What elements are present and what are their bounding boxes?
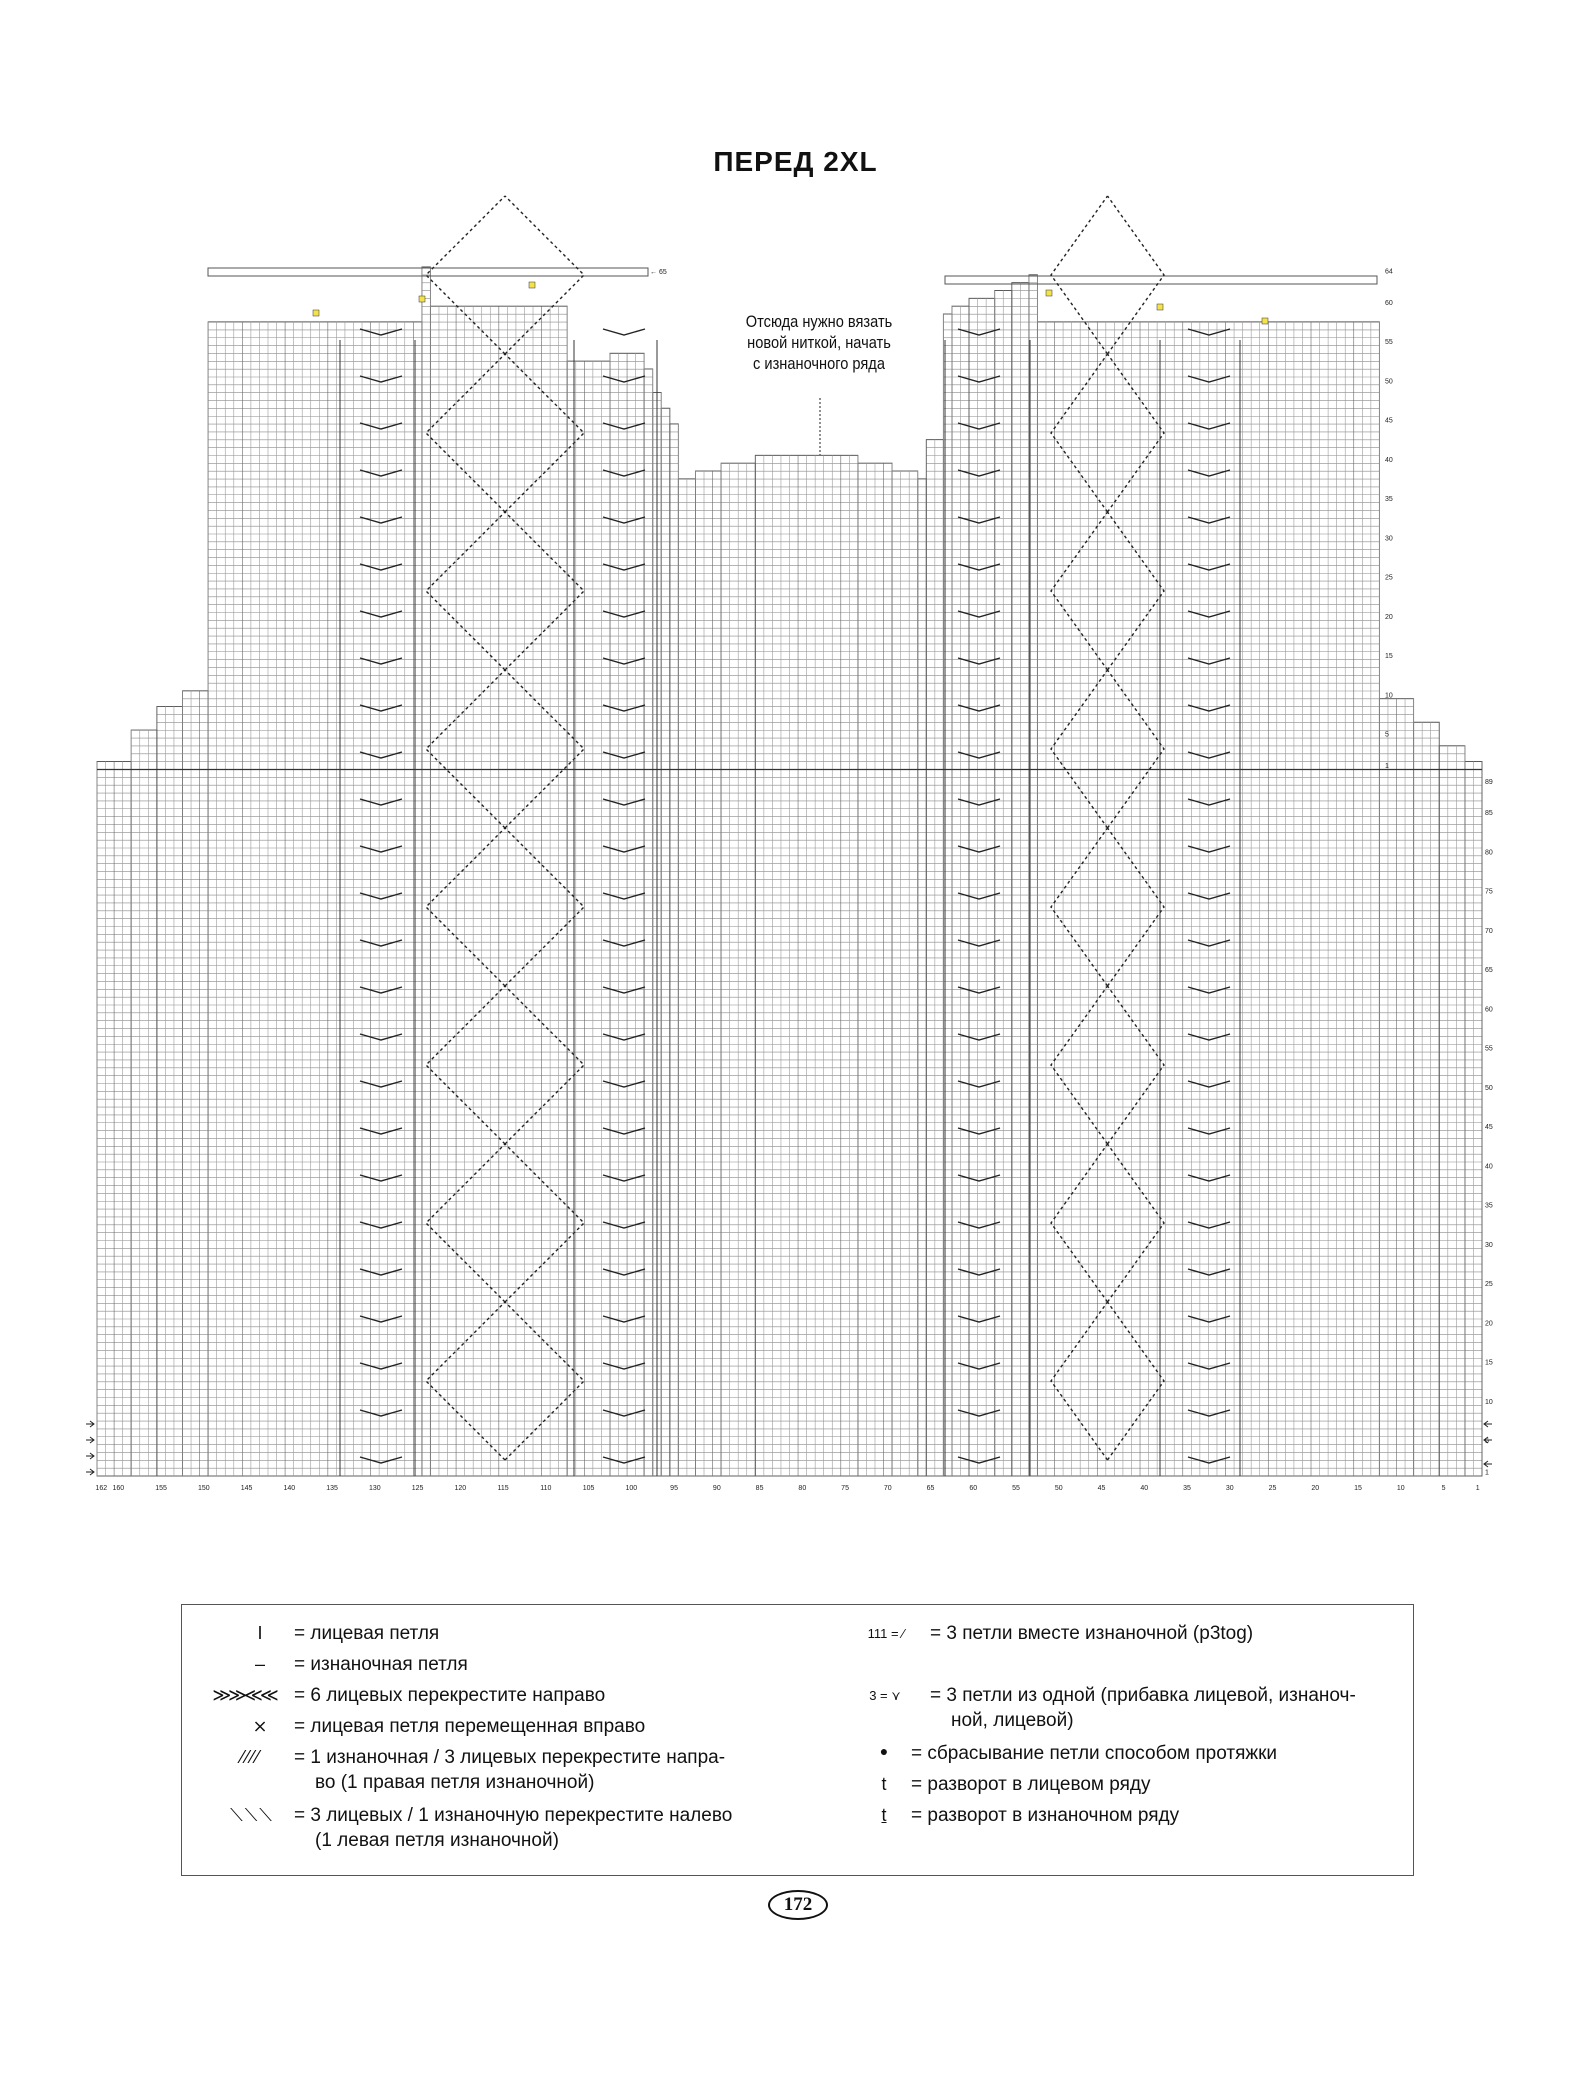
right-axis-row-label: 55 [1485, 1045, 1493, 1053]
legend-turn-ws: = разворот в изнаночном ряду [911, 1805, 1180, 1826]
cable-6-right-mark [360, 658, 402, 664]
increase-3-icon: 3 = ⋎ [869, 1688, 901, 1703]
cable-6-right-mark [360, 611, 402, 617]
diamond-right-edge [1108, 354, 1165, 512]
right-axis-row-label: 65 [1485, 967, 1493, 975]
diamond-left-edge [426, 670, 505, 828]
legend-cable-right: = 1 изнаночная / 3 лицевых перекрестите напра- [294, 1747, 726, 1768]
left-row-arrow [86, 1437, 94, 1443]
bottom-axis-label: 50 [1054, 1485, 1063, 1492]
p3tog-icon: 111 = ⁄ [867, 1626, 905, 1641]
diamond-right-edge [505, 828, 584, 986]
diamond-left-edge [426, 1302, 505, 1460]
bottom-axis-label: 95 [670, 1485, 678, 1492]
right-axis-upper-row-label: 55 [1385, 339, 1393, 347]
cable-6-right-mark [958, 705, 1000, 711]
turn-marker [419, 296, 425, 302]
cable-6-right-mark [1188, 1128, 1230, 1134]
right-axis-upper-row-label: 64 [1385, 268, 1393, 276]
bottom-axis-label: 130 [369, 1485, 381, 1492]
legend-increase: = 3 петли из одной (прибавка лицевой, изнаноч- [930, 1685, 1356, 1706]
cable-6-right-mark [1188, 1175, 1230, 1181]
cable-6-right-mark [958, 611, 1000, 617]
cable-6-right-mark [360, 752, 402, 758]
page-number: 172 [768, 1890, 828, 1920]
legend-cable-6: = 6 лицевых перекрестите направо [294, 1685, 606, 1706]
right-axis-row-label: 85 [1485, 810, 1493, 818]
bottom-axis-label: 45 [1097, 1485, 1106, 1492]
cable-6-right-mark [360, 705, 402, 711]
diamond-left-edge [1051, 828, 1108, 986]
turn-marker [313, 310, 319, 316]
cable-6-right-mark [958, 470, 1000, 476]
left-row-arrow [86, 1421, 94, 1427]
purl-stitch-icon: – [254, 1654, 265, 1674]
bottom-axis-label: 162 [95, 1485, 108, 1492]
left-top-row-label: ← 65 [650, 269, 667, 276]
diamond-left-edge [1051, 196, 1108, 354]
right-axis-row-label: 30 [1485, 1241, 1493, 1249]
bottom-axis-label: 85 [755, 1485, 764, 1492]
cable-6-right-mark [603, 940, 645, 946]
cable-6-right-mark [603, 470, 645, 476]
legend-purl: = изнаночная петля [294, 1654, 468, 1675]
cable-6-right-mark [958, 940, 1000, 946]
diamond-right-edge [1108, 1302, 1165, 1460]
diamond-left-edge [426, 196, 505, 354]
right-axis-upper-row-label: 20 [1385, 613, 1393, 621]
cable-6-right-mark [958, 1081, 1000, 1087]
diamond-left-edge [426, 1144, 505, 1302]
bottom-axis-label: 110 [540, 1485, 552, 1492]
right-axis-upper-row-label: 30 [1385, 535, 1393, 543]
right-axis-row-label: 60 [1485, 1006, 1493, 1014]
diamond-right-edge [505, 670, 584, 828]
bottom-axis-label: 105 [582, 1485, 595, 1492]
diamond-right-edge [505, 196, 584, 354]
diamond-left-edge [1051, 354, 1108, 512]
bottom-axis-label: 20 [1311, 1485, 1320, 1492]
cable-6-right-mark [1188, 893, 1230, 899]
diamond-left-edge [1051, 1302, 1108, 1460]
right-axis-upper-row-label: 10 [1385, 692, 1393, 700]
diamond-left-edge [426, 828, 505, 986]
right-axis-row-label: 40 [1485, 1163, 1493, 1171]
right-row-arrow [1484, 1421, 1492, 1427]
bottom-axis-label: 70 [883, 1485, 892, 1492]
turn-marker [1046, 290, 1052, 296]
diamond-left-edge [1051, 670, 1108, 828]
cable-6-right-mark [603, 611, 645, 617]
bottom-axis-label: 90 [712, 1485, 721, 1492]
right-axis-row-label: 5 [1485, 1438, 1489, 1446]
bottom-axis-label: 15 [1354, 1485, 1362, 1492]
cable-6-right-mark [360, 799, 402, 805]
cable-6-right-mark [603, 987, 645, 993]
right-axis-upper-row-label: 40 [1385, 456, 1393, 464]
bottom-axis-label: 80 [798, 1485, 807, 1492]
diamond-right-edge [505, 1302, 584, 1460]
right-axis-upper-row-label: 60 [1385, 299, 1393, 307]
cable-6-right-mark [360, 940, 402, 946]
cable-6-right-mark [1188, 1034, 1230, 1040]
cable-6-right-mark [958, 658, 1000, 664]
bottom-axis-label: 35 [1183, 1485, 1191, 1492]
right-axis-row-label: 50 [1485, 1084, 1493, 1092]
diamond-right-edge [1108, 986, 1165, 1144]
cable-6-right-mark [958, 893, 1000, 899]
cable-6-right-mark [603, 1081, 645, 1087]
grid-lines [97, 267, 1482, 1476]
diamond-right-edge [1108, 828, 1165, 986]
cable-6-right-mark [1188, 611, 1230, 617]
right-axis-upper-row-label: 25 [1385, 574, 1393, 582]
cable-6-right-mark [603, 846, 645, 852]
right-axis-row-label: 15 [1485, 1359, 1493, 1367]
right-row-arrow [1484, 1461, 1492, 1467]
note-line-1: Отсюда нужно вязать [745, 312, 893, 331]
cable-6-right-mark [1188, 987, 1230, 993]
diamond-left-edge [1051, 512, 1108, 670]
right-axis-row-label: 75 [1485, 888, 1493, 896]
cable-6-right-mark [603, 658, 645, 664]
bottom-axis-label: 75 [841, 1485, 849, 1492]
turn-marker [529, 282, 535, 288]
cable-6-right-mark [603, 564, 645, 570]
cable-6-right-mark [1188, 940, 1230, 946]
note-line-3: с изнаночного ряда [753, 354, 885, 373]
left-row-arrow [86, 1469, 94, 1475]
bottom-axis-label: 125 [411, 1485, 424, 1492]
annotation-note [720, 311, 918, 374]
bottom-axis-label: 115 [497, 1485, 509, 1492]
cable-6-right-mark [958, 1175, 1000, 1181]
diamond-right-edge [1108, 1144, 1165, 1302]
cable-3k1p-left-icon: ⟍⟍⟍ [230, 1805, 274, 1825]
cable-6-right-mark [360, 846, 402, 852]
bottom-axis-label: 65 [926, 1485, 935, 1492]
right-axis-upper-row-label: 1 [1385, 763, 1389, 771]
cable-6-right-mark [958, 1034, 1000, 1040]
diamond-right-edge [1108, 196, 1165, 354]
cable-6-right-mark [958, 1128, 1000, 1134]
bottom-axis-label: 5 [1441, 1485, 1446, 1492]
legend-knit: = лицевая петля [294, 1623, 440, 1644]
legend-turn-rs: = разворот в лицевом ряду [911, 1774, 1151, 1795]
bottom-axis-label: 60 [969, 1485, 978, 1492]
cable-6-right-mark [1188, 799, 1230, 805]
cable-6-right-mark [360, 1128, 402, 1134]
cable-6-right-mark [360, 1175, 402, 1181]
cable-6-right-mark [360, 470, 402, 476]
cable-6-right-mark [360, 1081, 402, 1087]
cable-6-right-mark [603, 799, 645, 805]
cable-6-right-mark [603, 517, 645, 523]
cable-6-right-mark [603, 1175, 645, 1181]
cable-6-right-mark [958, 846, 1000, 852]
cable-6-right-mark [1188, 658, 1230, 664]
chart-motifs [340, 196, 1240, 1476]
turn-rs-icon: t [881, 1774, 887, 1794]
right-axis-row-label: 25 [1485, 1281, 1493, 1289]
legend-moved-stitch: = лицевая петля перемещенная вправо [294, 1716, 646, 1737]
turn-marker [1262, 318, 1268, 324]
cable-6-right-mark [360, 564, 402, 570]
right-axis-upper-row-label: 35 [1385, 496, 1393, 504]
cable-6-right-mark [603, 752, 645, 758]
cable-6-right-mark [603, 1034, 645, 1040]
right-axis-row-label: 1 [1485, 1469, 1489, 1477]
legend-cable-left: = 3 лицевых / 1 изнаночную перекрестите налево [294, 1805, 733, 1826]
bottom-axis-label: 120 [454, 1485, 467, 1492]
cable-6-right-mark [958, 752, 1000, 758]
chart-axis-labels [95, 269, 1492, 1492]
cable-6-right-mark [1188, 705, 1230, 711]
bottom-axis-label: 140 [283, 1485, 296, 1492]
dropped-stitch-icon: ● [879, 1743, 889, 1759]
right-axis-upper-row-label: 15 [1385, 653, 1393, 661]
diamond-left-edge [426, 354, 505, 512]
turn-marker [1157, 304, 1163, 310]
cable-6-right-mark [1188, 846, 1230, 852]
legend-cable-left-cont: (1 левая петля изнаночной) [315, 1830, 559, 1851]
diamond-right-edge [505, 512, 584, 670]
right-axis-row-label: 20 [1485, 1320, 1493, 1328]
bottom-axis-label: 150 [198, 1485, 210, 1492]
cable-6-right-mark [360, 893, 402, 899]
diamond-right-edge [505, 986, 584, 1144]
bottom-axis-label: 135 [326, 1485, 338, 1492]
legend-cable-right-cont: во (1 правая петля изнаночной) [315, 1772, 595, 1793]
legend-box [181, 1604, 1414, 1876]
cable-6-right-mark [360, 517, 402, 523]
right-axis-upper-row-label: 5 [1385, 731, 1389, 739]
bottom-axis-label: 145 [240, 1485, 253, 1492]
left-row-arrow [86, 1453, 94, 1459]
bottom-axis-label: 55 [1012, 1485, 1020, 1492]
cable-6-right-mark [958, 987, 1000, 993]
bottom-axis-label: 155 [155, 1485, 167, 1492]
diamond-left-edge [1051, 1144, 1108, 1302]
diamond-right-edge [505, 354, 584, 512]
right-axis-row-label: 89 [1485, 778, 1493, 786]
cable-6-right-mark [603, 1128, 645, 1134]
turn-ws-icon: t [881, 1805, 887, 1825]
cable-6-right-mark [1188, 470, 1230, 476]
diamond-left-edge [1051, 986, 1108, 1144]
moved-stitch-icon: ⨯ [252, 1716, 268, 1736]
page-title: ПЕРЕД 2XL [713, 146, 878, 177]
right-axis-upper-row-label: 45 [1385, 417, 1393, 425]
cable-6-right-mark [1188, 1081, 1230, 1087]
right-axis-row-label: 10 [1485, 1398, 1493, 1406]
bottom-axis-label: 160 [112, 1485, 125, 1492]
cable-6-right-mark [360, 987, 402, 993]
bottom-axis-label: 1 [1475, 1485, 1480, 1492]
diamond-right-edge [505, 1144, 584, 1302]
knit-stitch-icon: I [257, 1623, 263, 1643]
legend-increase-cont: ной, лицевой) [951, 1710, 1074, 1731]
note-line-2: новой ниткой, начать [747, 333, 891, 352]
right-axis-row-label: 70 [1485, 927, 1493, 935]
bottom-axis-label: 100 [625, 1485, 638, 1492]
cable-6-right-mark [360, 1034, 402, 1040]
right-axis-row-label: 45 [1485, 1124, 1493, 1132]
cable-1p3k-right-icon: ⁄⁄⁄⁄ [240, 1747, 262, 1767]
bottom-axis-label: 30 [1225, 1485, 1234, 1492]
legend-p3tog: = 3 петли вместе изнаночной (p3tog) [930, 1623, 1254, 1644]
cable-6-right-mark [603, 705, 645, 711]
bottom-axis-label: 25 [1268, 1485, 1277, 1492]
cable-6-right-mark [958, 799, 1000, 805]
cable-6-right-mark [1188, 517, 1230, 523]
right-axis-upper-row-label: 50 [1385, 378, 1393, 386]
diamond-right-edge [1108, 670, 1165, 828]
bottom-axis-label: 10 [1396, 1485, 1405, 1492]
cable-6-right-mark [603, 329, 645, 335]
cable-6-right-mark [1188, 564, 1230, 570]
legend-dropped: = сбрасывание петли способом протяжки [911, 1743, 1277, 1764]
diamond-right-edge [1108, 512, 1165, 670]
cable-6-right-mark [1188, 752, 1230, 758]
cable-6-right-mark [603, 893, 645, 899]
diamond-left-edge [426, 986, 505, 1144]
diamond-left-edge [426, 512, 505, 670]
right-axis-row-label: 80 [1485, 849, 1493, 857]
cable-6-right-mark [958, 517, 1000, 523]
chart-grid [86, 267, 1492, 1476]
right-axis-row-label: 35 [1485, 1202, 1493, 1210]
cable-6-right-mark [958, 564, 1000, 570]
bottom-axis-label: 40 [1140, 1485, 1149, 1492]
cable-6-right-icon: ≫≫≪≪ [212, 1685, 276, 1705]
